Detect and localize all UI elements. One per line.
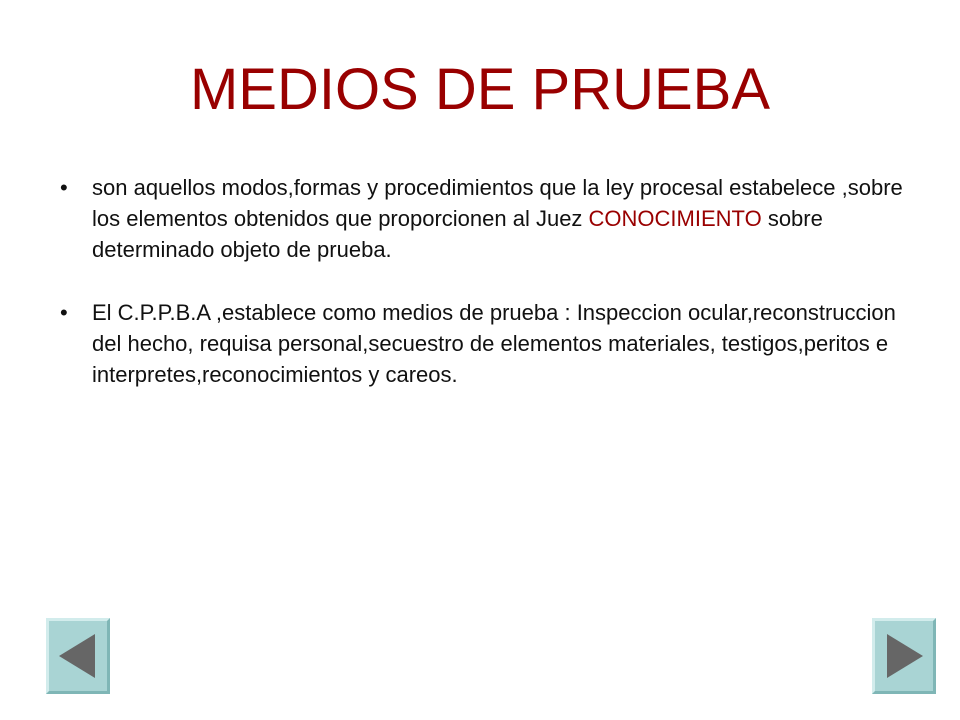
slide-title: MEDIOS DE PRUEBA <box>189 57 771 122</box>
previous-slide-button[interactable] <box>46 618 110 694</box>
previous-arrow-icon <box>49 621 107 691</box>
bullet-text-before: son aquellos modos,formas y procedimientos que la ley procesal estabelece ,sobre los elementos obtenidos que proporcionen al Juez <box>92 175 903 231</box>
bullet-item-definition <box>60 172 920 265</box>
bullet-marker: • <box>60 175 68 200</box>
bullet-item-medios <box>60 297 920 390</box>
next-arrow-icon <box>875 621 933 691</box>
highlighted-term: CONOCIMIENTO <box>588 206 762 231</box>
bullet-marker: • <box>60 300 68 325</box>
bullet-text: El C.P.P.B.A ,establece como medios de prueba : Inspeccion ocular,reconstruccion del hecho, requisa personal,secuestro de elementos materiales, testigos,peritos e interpretes,reconocimientos y careos. <box>92 300 896 387</box>
next-slide-button[interactable] <box>872 618 936 694</box>
bullet-text-after: sobre determinado objeto de prueba. <box>92 206 823 262</box>
bullet-list <box>60 172 920 422</box>
